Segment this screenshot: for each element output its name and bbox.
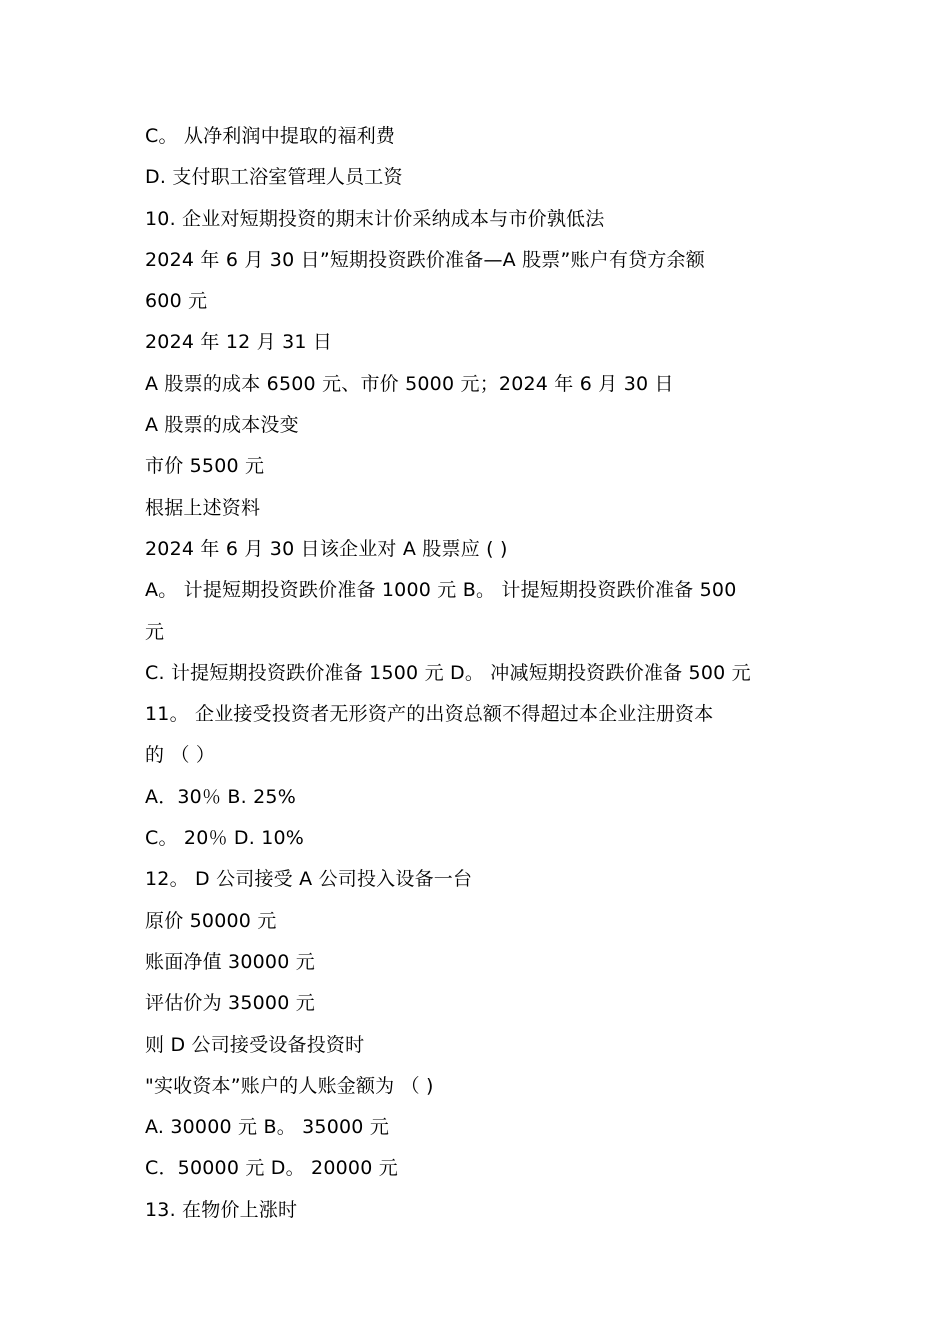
question-11-stem: 11。 企业接受投资者无形资产的出资总额不得超过本企业注册资本 xyxy=(145,703,714,726)
answer-options: C．50000 元 D。 20000 元 xyxy=(145,1157,398,1180)
text-line: 600 元 xyxy=(145,290,208,313)
question-10-stem: 10. 企业对短期投资的期末计价采纳成本与市价孰低法 xyxy=(145,207,605,230)
text-line: 元 xyxy=(145,620,165,643)
answer-options: C。 20％ D. 10% xyxy=(145,827,305,850)
text-line: 市价 5500 元 xyxy=(145,455,265,478)
text-line: "实收资本”账户的人账金额为 （ ) xyxy=(145,1074,434,1097)
text-line: A 股票的成本 6500 元、市价 5000 元；2024 年 6 月 30 日 xyxy=(145,372,674,395)
answer-options: A．30％ B. 25% xyxy=(145,785,296,808)
text-line: 2024 年 12 月 31 日 xyxy=(145,331,333,354)
text-line: C。 从净利润中提取的福利费 xyxy=(145,125,396,147)
question-13-stem: 13. 在物价上涨时 xyxy=(145,1198,298,1221)
text-line: 则 D 公司接受设备投资时 xyxy=(145,1033,365,1056)
text-line: 账面净值 30000 元 xyxy=(145,950,315,973)
text-line: 原价 50000 元 xyxy=(145,909,277,932)
text-line: 根据上述资料 xyxy=(145,496,261,519)
text-line: 评估价为 35000 元 xyxy=(145,992,315,1015)
answer-options: A. 30000 元 B。 35000 元 xyxy=(145,1116,390,1139)
answer-options: A。 计提短期投资跌价准备 1000 元 B。 计提短期投资跌价准备 500 xyxy=(145,579,737,602)
question-12-stem: 12。 D 公司接受 A 公司投入设备一台 xyxy=(145,868,473,891)
answer-options: C. 计提短期投资跌价准备 1500 元 D。 冲减短期投资跌价准备 500 元 xyxy=(145,661,751,684)
document-body xyxy=(145,116,845,1231)
text-line: 2024 年 6 月 30 日”短期投资跌价准备—A 股票”账户有贷方余额 xyxy=(145,248,705,271)
text-line: 的 （ ） xyxy=(145,744,216,767)
text-line: A 股票的成本没变 xyxy=(145,414,299,437)
text-line: 2024 年 6 月 30 日该企业对 A 股票应 ( ) xyxy=(145,537,508,560)
text-line: D. 支付职工浴室管理人员工资 xyxy=(145,166,403,189)
